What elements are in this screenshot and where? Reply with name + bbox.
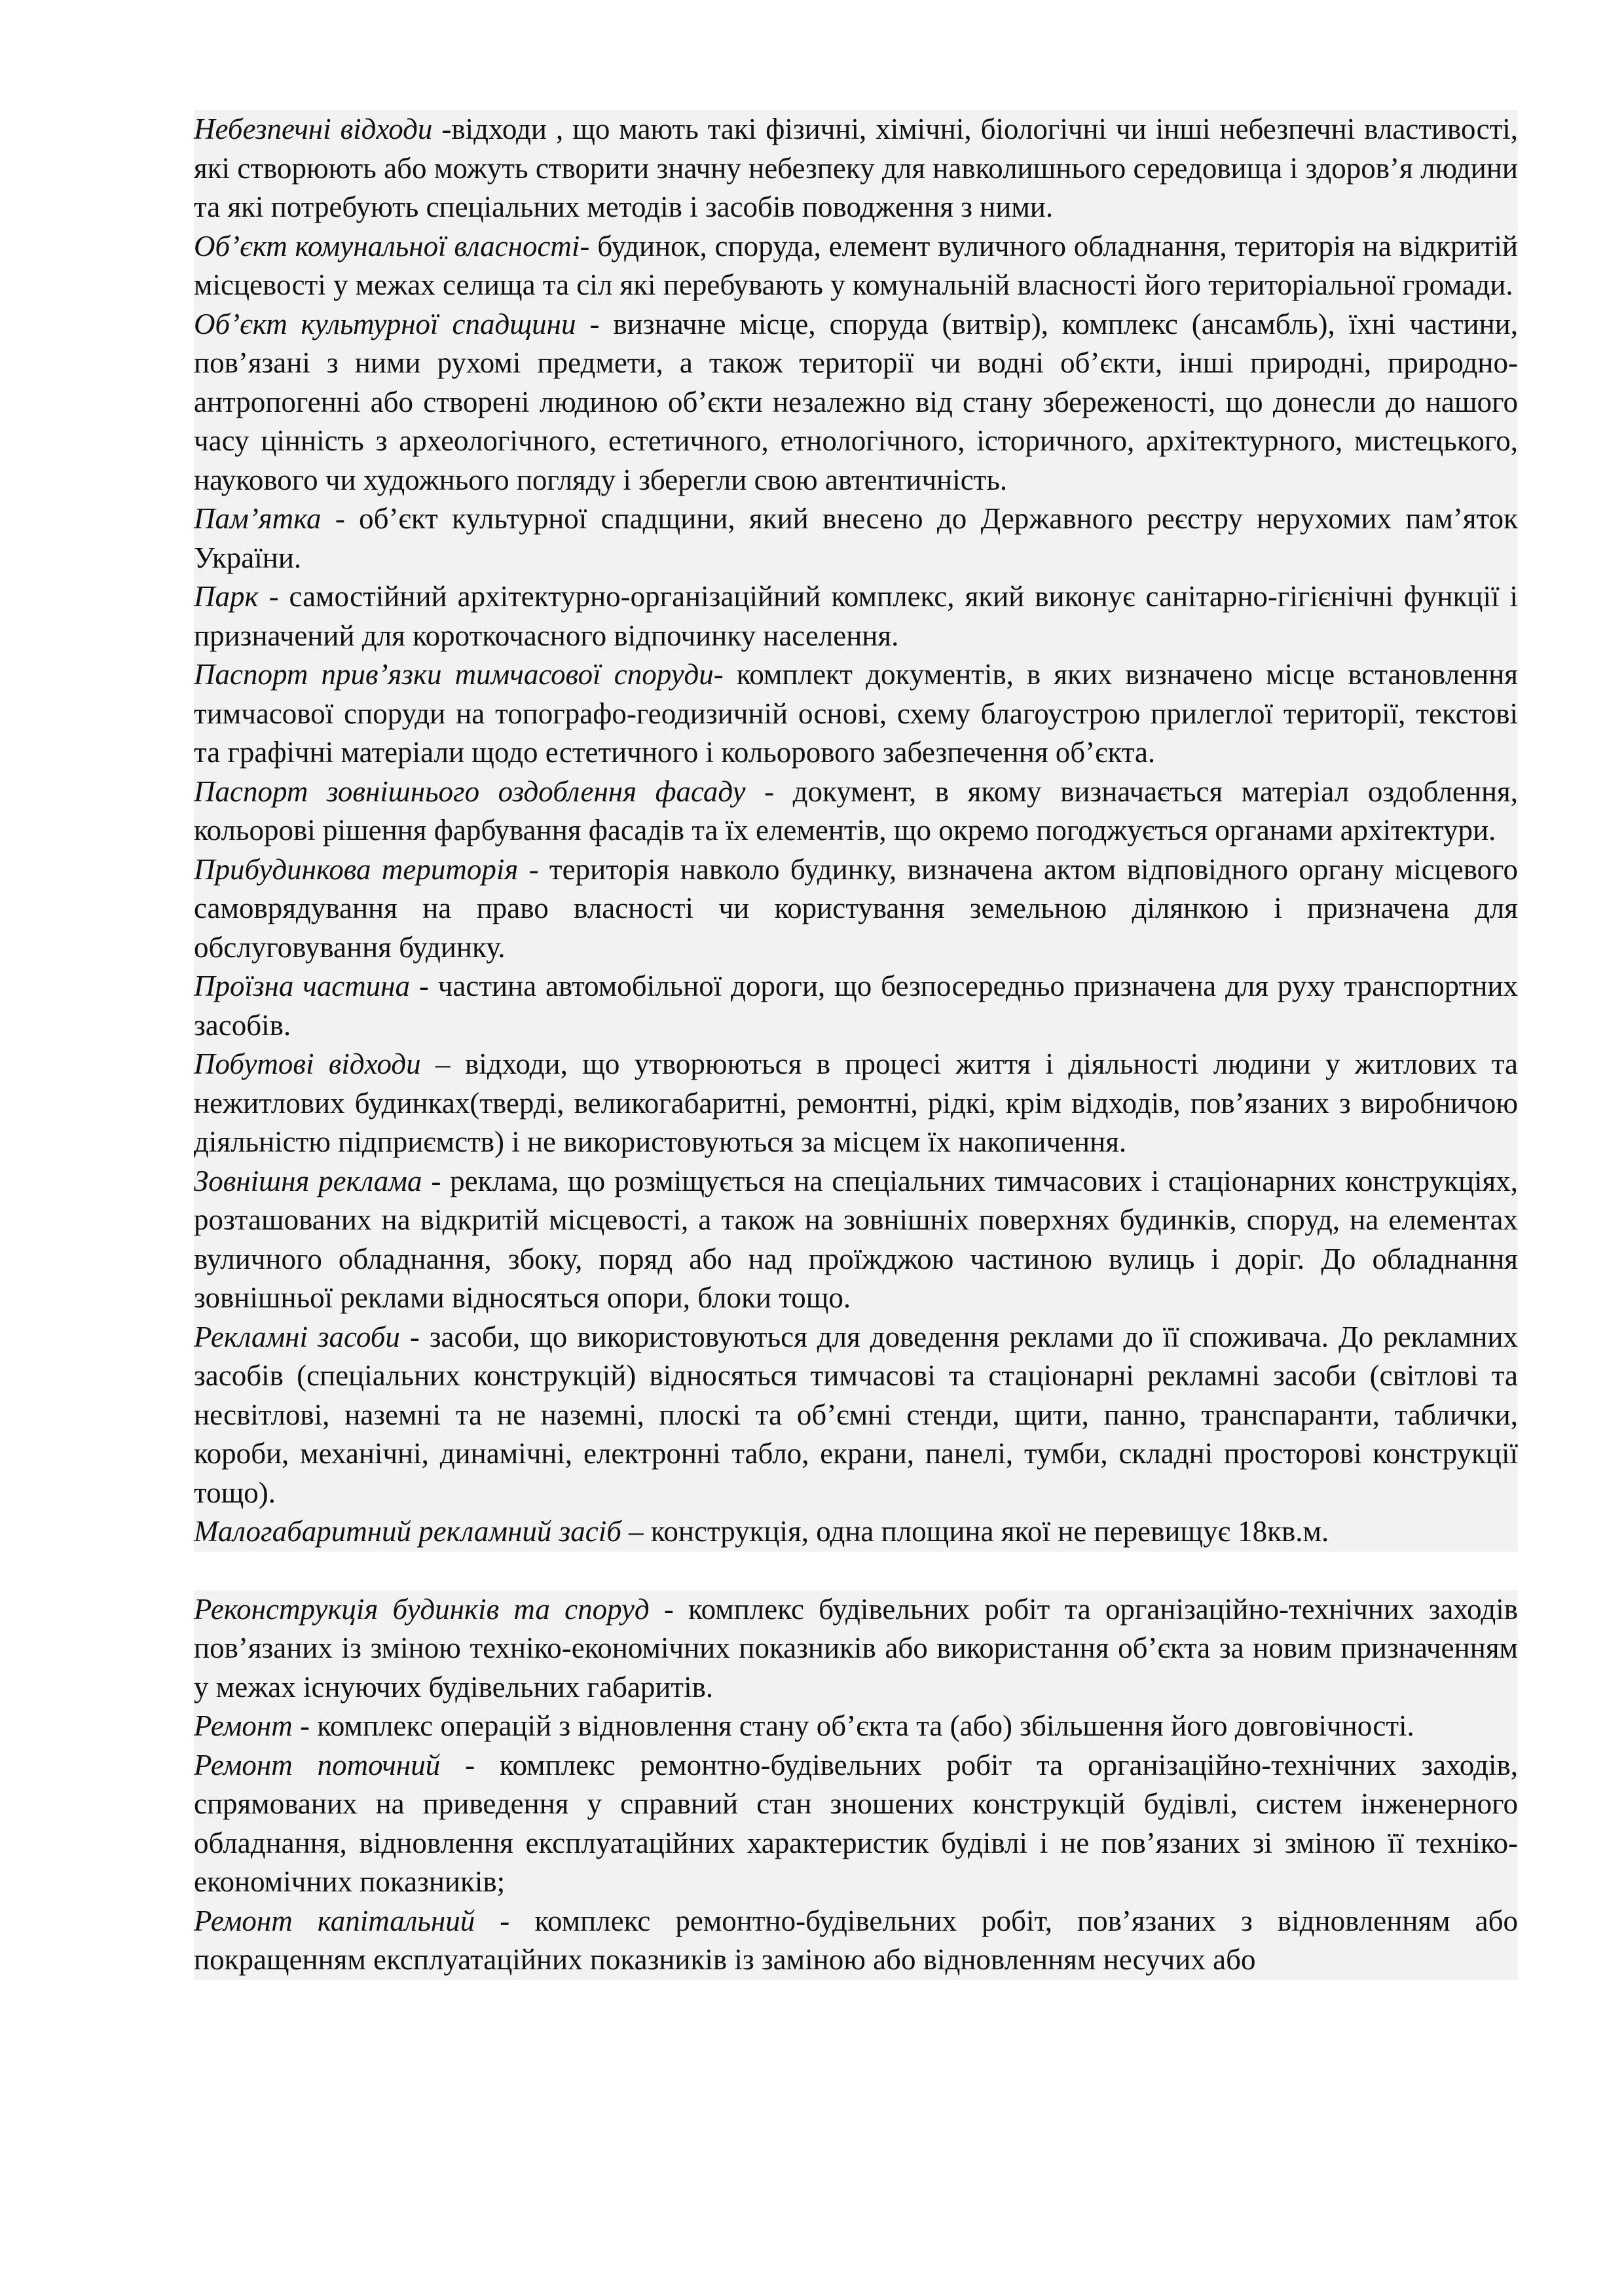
term: Малогабаритний рекламний засіб (194, 1515, 621, 1548)
definition-entry (194, 1045, 1518, 1162)
definition-entry (194, 967, 1518, 1045)
definition-entry (194, 1590, 1518, 1707)
definition-text: - комплекс ремонтно-будівельних робіт, пов’язаних з відновленням або покращенням експлуатаційних показників із заміною або відновленням несучих або (194, 1904, 1518, 1976)
definition-text: - визначне місце, споруда (витвір), комплекс (ансамбль), їхні частини, пов’язані з ними рухомі предмети, а також території чи водні об’єкти, інші природні, природно-антропогенні або створені людиною об’єкти незалежно від стану збереженості, що донесли до нашого часу цінність з археологічного, естетичного, етнологічного, історичного, архітектурного, мистецького, наукового чи художнього погляду і зберегли свою автентичність. (194, 307, 1518, 496)
term: Ремонт капітальний (194, 1904, 475, 1937)
definition-text: – відходи, що утворюються в процесі життя і діяльності людини у житлових та нежитлових будинках(тверді, великогабаритні, ремонтні, рідкі, крім відходів, пов’язаних з виробничою діяльністю підприємств) і не використовуються за місцем їх накопичення. (194, 1048, 1518, 1158)
definition-entry (194, 1902, 1518, 1980)
term: Зовнішня реклама (194, 1164, 422, 1197)
definition-text: - комплекс операцій з відновлення стану об’єкта та (або) збільшення його довговічності. (292, 1709, 1414, 1742)
definition-entry (194, 1746, 1518, 1902)
term: Ремонт поточний (194, 1748, 441, 1781)
definition-text: - засоби, що використовуються для доведення реклами до її споживача. До рекламних засобів (спеціальних конструкцій) відносяться тимчасові та стаціонарні рекламні засоби (світлові та несвітлові, наземні та не наземні, плоскі та об’ємні стенди, щити, панно, транспаранти, таблички, короби, механічні, динамічні, електронні табло, екрани, панелі, тумби, складні просторові конструкції тощо). (194, 1320, 1518, 1509)
term: Парк (194, 580, 259, 613)
definition-entry (194, 305, 1518, 500)
definition-entry (194, 1707, 1518, 1746)
definition-entry (194, 773, 1518, 850)
definition-text: - комплекс будівельних робіт та організаційно-технічних заходів пов’язаних із зміною техніко-економічних показників або використання об’єкта за новим призначенням у межах існуючих будівельних габаритів. (194, 1592, 1518, 1704)
term: Прибудинкова територія (194, 852, 519, 886)
definition-text: - об’єкт культурної спадщини, який внесено до Державного реєстру нерухомих пам’яток України. (194, 502, 1518, 574)
term: Реконструкція будинків та споруд (194, 1592, 650, 1626)
definition-entry (194, 110, 1518, 227)
definition-text: – конструкція, одна площина якої не перевищує 18кв.м. (621, 1515, 1329, 1548)
term: Об’єкт комунальної власності (194, 229, 580, 263)
definition-entry (194, 1162, 1518, 1318)
term: Пам’ятка (194, 502, 322, 535)
definition-text: - комплекс ремонтно-будівельних робіт та організаційно-технічних заходів, спрямованих на приведення у справний стан зношених конструкцій будівлі, систем інженерного обладнання, відновлення експлуатаційних характеристик будівлі і не пов’язаних зі зміною її техніко-економічних показників; (194, 1748, 1518, 1898)
term: Паспорт прив’язки тимчасової споруди (194, 658, 714, 691)
definition-entry (194, 1318, 1518, 1513)
term: Паспорт зовнішнього оздоблення фасаду (194, 774, 746, 808)
definition-entry (194, 850, 1518, 968)
definition-entry (194, 1512, 1518, 1552)
definition-text: - реклама, що розміщується на спеціальних тимчасових і стаціонарних конструкціях, розташованих на відкритій місцевості, а також на зовнішніх поверхнях будинків, споруд, на елементах вуличного обладнання, збоку, поряд або над проїжджою частиною вулиць і доріг. До обладнання зовнішньої реклами відносяться опори, блоки тощо. (194, 1164, 1518, 1314)
definition-text: - документ, в якому визначається матеріал оздоблення, кольорові рішення фарбування фасадів та їх елементів, що окремо погоджується органами архітектури. (194, 774, 1519, 847)
definition-text: -відходи , що мають такі фізичні, хімічні, біологічні чи інші небезпечні властивості, які створюють або можуть створити значну небезпеку для навколишнього середовища і здоров’я людини та які потребують спеціальних методів і засобів поводження з ними. (194, 113, 1518, 223)
definition-entry (194, 655, 1518, 773)
term: Ремонт (194, 1709, 293, 1742)
term: Рекламні засоби (194, 1320, 400, 1353)
definition-text: - частина автомобільної дороги, що безпосередньо призначена для руху транспортних засобів. (194, 970, 1518, 1042)
definition-text: - територія навколо будинку, визначена актом відповідного органу місцевого самоврядування на право власності чи користування земельною ділянкою і призначена для обслуговування будинку. (194, 852, 1518, 964)
definition-entry (194, 227, 1518, 305)
definition-text: - самостійний архітектурно-організаційний комплекс, який виконує санітарно-гігієнічні функції і призначений для короткочасного відпочинку населення. (194, 580, 1518, 652)
document-page (194, 110, 1518, 1980)
definition-entry (194, 577, 1518, 655)
term: Проїзна частина (194, 970, 411, 1002)
definition-entry (194, 500, 1518, 577)
term: Побутові відходи (194, 1048, 421, 1080)
term: Об’єкт культурної спадщини (194, 307, 576, 340)
definition-text: - будинок, споруда, елемент вуличного обладнання, територія на відкритій місцевості у межах селища та сіл які перебувають у комунальній власності його територіальної громади. (194, 229, 1518, 301)
term: Небезпечні відходи (194, 113, 433, 145)
definition-text: - комплект документів, в яких визначено місце встановлення тимчасової споруди на топографо-геодизичній основі, схему благоустрою прилеглої території, текстові та графічні матеріали щодо естетичного і кольорового забезпечення об’єкта. (194, 658, 1518, 769)
